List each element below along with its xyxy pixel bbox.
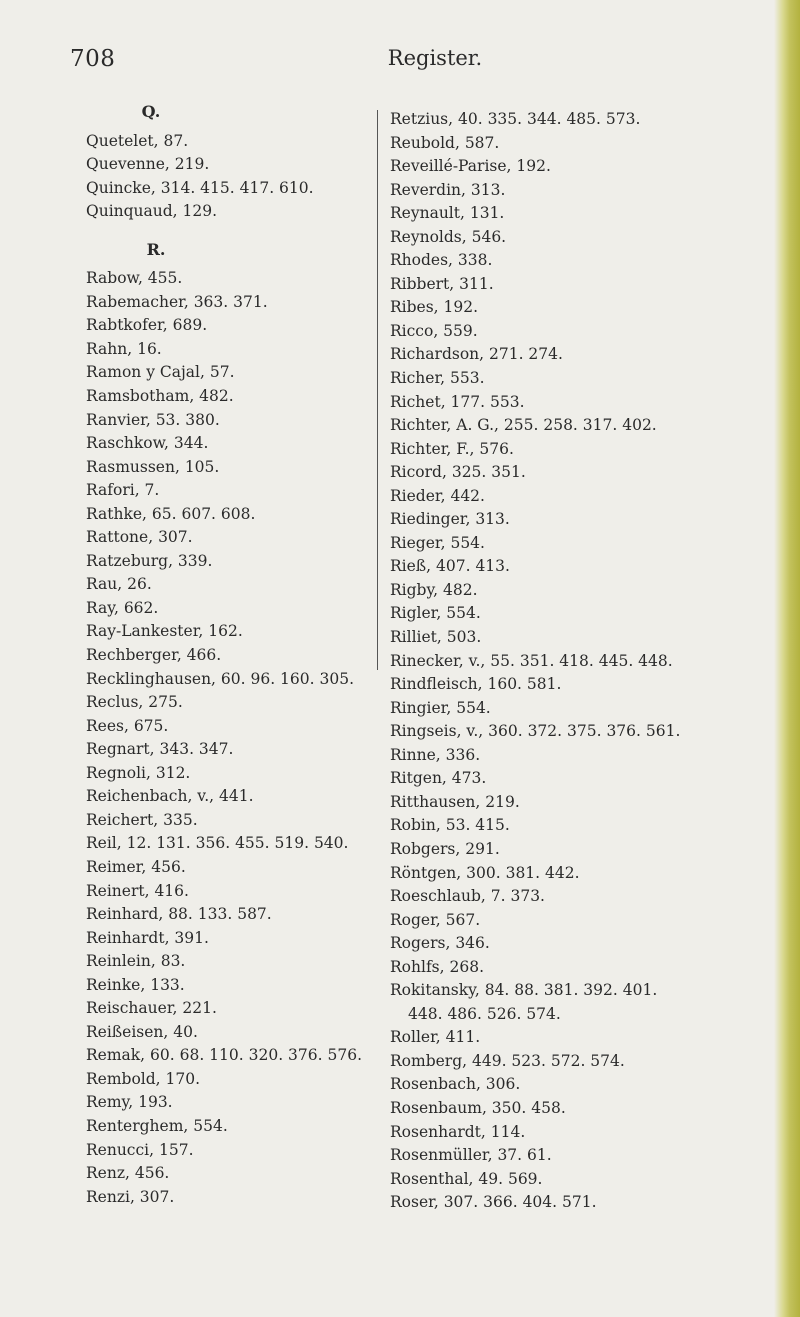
index-entry: Rieß, 407. 413. [390, 557, 510, 576]
index-entry: Ritthausen, 219. [390, 792, 520, 811]
index-entry: Rahn, 16. [86, 339, 162, 358]
index-entry: Reclus, 275. [86, 693, 183, 712]
index-entry: Ramon y Cajal, 57. [86, 363, 235, 382]
index-entry: Ranvier, 53. 380. [86, 410, 220, 429]
index-entry: Rigler, 554. [390, 604, 481, 623]
index-entry: Rieger, 554. [390, 533, 485, 552]
index-entry: Renucci, 157. [86, 1140, 194, 1159]
index-entry: Renterghem, 554. [86, 1116, 228, 1135]
index-entry: Recklinghausen, 60. 96. 160. 305. [86, 669, 355, 688]
index-entry: Roller, 411. [390, 1028, 481, 1047]
page-edge-tint [774, 0, 800, 1317]
index-entry: Ray-Lankester, 162. [86, 622, 243, 641]
index-entry: Ray, 662. [86, 598, 159, 617]
index-entry: Rabemacher, 363. 371. [86, 292, 268, 311]
index-entry: Renzi, 307. [86, 1187, 175, 1206]
index-entry: Ritgen, 473. [390, 769, 487, 788]
index-entry: Rabow, 455. [86, 269, 183, 288]
index-entry: Regnart, 343. 347. [86, 740, 234, 759]
index-entry: Reinhardt, 391. [86, 928, 209, 947]
index-entry: Raschkow, 344. [86, 434, 209, 453]
index-entry: Rigby, 482. [390, 580, 478, 599]
index-entry: Ringier, 554. [390, 698, 491, 717]
index-entry: Richardson, 271. 274. [390, 345, 563, 364]
index-entry: Rosenthal, 49. 569. [390, 1169, 543, 1188]
index-entry: Rokitansky, 84. 88. 381. 392. 401. [390, 981, 658, 1000]
index-entry: Reinlein, 83. [86, 952, 186, 971]
index-entry: Ribes, 192. [390, 298, 479, 317]
index-entry: Reveillé-Parise, 192. [390, 157, 551, 176]
index-entry: Rhodes, 338. [390, 251, 493, 270]
index-entry: Roser, 307. 366. 404. 571. [390, 1193, 597, 1212]
index-entry: Reverdin, 313. [390, 180, 506, 199]
index-entry: Rafori, 7. [86, 481, 160, 500]
index-entry: Robgers, 291. [390, 839, 500, 858]
left-column [86, 102, 376, 1209]
index-entry: Rabtkofer, 689. [86, 316, 208, 335]
index-entry: Rosenbaum, 350. 458. [390, 1098, 566, 1117]
index-entry: Reynolds, 546. [390, 227, 507, 246]
index-entry: Rieder, 442. [390, 486, 485, 505]
index-entry: Röntgen, 300. 381. 442. [390, 863, 580, 882]
index-entry: Reichert, 335. [86, 810, 198, 829]
index-entry: Rau, 26. [86, 575, 152, 594]
index-entry: Richer, 553. [390, 369, 485, 388]
column-divider [377, 110, 378, 670]
index-entry: Riedinger, 313. [390, 510, 510, 529]
index-entry: Retzius, 40. 335. 344. 485. 573. [390, 110, 641, 128]
index-entry: Rathke, 65. 607. 608. [86, 504, 256, 523]
index-entry: Rohlfs, 268. [390, 957, 484, 976]
index-entry: Roeschlaub, 7. 373. [390, 887, 545, 906]
index-entry: Rogers, 346. [390, 934, 490, 953]
index-entry: Ratzeburg, 339. [86, 551, 213, 570]
index-entry: Rilliet, 503. [390, 628, 482, 647]
index-entry: Quinquaud, 129. [86, 202, 218, 221]
section-letter: Q. [141, 102, 161, 121]
section-letter: R. [146, 239, 166, 259]
index-entry: Ramsbotham, 482. [86, 387, 234, 406]
index-entry: Reißeisen, 40. [86, 1022, 198, 1041]
index-entry-continuation: 448. 486. 526. 574. [408, 1004, 561, 1023]
index-entry: Robin, 53. 415. [390, 816, 510, 835]
right-column [390, 108, 760, 1215]
index-entry: Quetelet, 87. [86, 131, 189, 150]
index-entry: Rattone, 307. [86, 528, 193, 547]
index-entry: Rinne, 336. [390, 745, 481, 764]
index-entry: Remak, 60. 68. 110. 320. 376. 576. [86, 1046, 363, 1065]
index-entry: Rembold, 170. [86, 1069, 201, 1088]
page-number: 708 [70, 46, 116, 72]
index-entry: Richet, 177. 553. [390, 392, 525, 411]
index-entry: Regnoli, 312. [86, 763, 191, 782]
index-entry: Remy, 193. [86, 1093, 173, 1112]
index-entry: Reinhard, 88. 133. 587. [86, 905, 272, 924]
index-entry: Romberg, 449. 523. 572. 574. [390, 1051, 625, 1070]
index-entry: Rosenhardt, 114. [390, 1122, 526, 1141]
index-entry: Rasmussen, 105. [86, 457, 220, 476]
index-entry: Reimer, 456. [86, 857, 186, 876]
index-entry: Quincke, 314. 415. 417. 610. [86, 178, 314, 197]
index-entry: Ricco, 559. [390, 321, 478, 340]
index-entry: Rindfleisch, 160. 581. [390, 675, 562, 694]
index-entry: Rosenmüller, 37. 61. [390, 1146, 552, 1165]
index-entry: Renz, 456. [86, 1164, 170, 1183]
index-entry: Reynault, 131. [390, 204, 505, 223]
index-entry: Richter, A. G., 255. 258. 317. 402. [390, 416, 657, 435]
index-entry: Richter, F., 576. [390, 439, 514, 458]
index-entry: Reubold, 587. [390, 133, 500, 152]
index-entry: Reinke, 133. [86, 975, 185, 994]
index-entry: Reinert, 416. [86, 881, 189, 900]
index-entry: Ribbert, 311. [390, 274, 494, 293]
index-entry: Reischauer, 221. [86, 999, 217, 1018]
index-entry: Quevenne, 219. [86, 155, 210, 174]
index-entry: Rinecker, v., 55. 351. 418. 445. 448. [390, 651, 673, 670]
index-entry: Reil, 12. 131. 356. 455. 519. 540. [86, 834, 349, 853]
running-title: Register. [387, 46, 483, 70]
index-entry: Ricord, 325. 351. [390, 463, 526, 482]
index-entry: Ringseis, v., 360. 372. 375. 376. 561. [390, 722, 681, 741]
index-entry: Rechberger, 466. [86, 646, 222, 665]
page-header [0, 46, 800, 86]
index-entry: Reichenbach, v., 441. [86, 787, 254, 806]
index-entry: Rosenbach, 306. [390, 1075, 521, 1094]
index-entry: Rees, 675. [86, 716, 169, 735]
index-entry: Roger, 567. [390, 910, 481, 929]
